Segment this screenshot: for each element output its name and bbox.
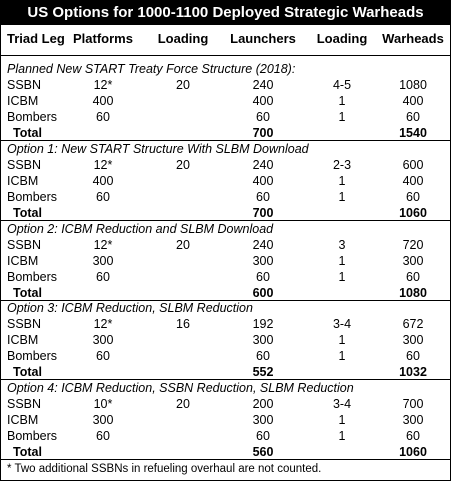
total-row: Total 700 1540 — [13, 126, 427, 140]
cell-triad-leg: ICBM — [7, 254, 39, 268]
divider — [1, 55, 450, 56]
section-title: Option 4: ICBM Reduction, SSBN Reduction, SLBM Reduction — [7, 381, 354, 395]
cell-triad-leg: SSBN — [7, 317, 42, 331]
table-row: Bombers 60 60 1 60 — [7, 110, 420, 124]
total-label: Total — [13, 126, 42, 140]
cell-triad-leg: Bombers — [7, 429, 58, 443]
header-triad-leg: Triad Leg — [7, 31, 65, 46]
cell-triad-leg: Bombers — [7, 190, 58, 204]
section-title: Option 1: New START Structure With SLBM Download — [7, 142, 309, 156]
total-label: Total — [13, 365, 42, 379]
table-row: Bombers 60 60 1 60 — [7, 349, 420, 363]
cell-triad-leg: ICBM — [7, 333, 39, 347]
table-row: ICBM 300 300 1 300 — [7, 333, 424, 347]
total-row: Total 552 1032 — [13, 365, 427, 379]
cell-triad-leg: SSBN — [7, 158, 42, 172]
table-row: SSBN 10* 20 200 3-4 700 — [7, 397, 424, 411]
section-title: Planned New START Treaty Force Structure (2018): — [7, 62, 296, 76]
cell-triad-leg: SSBN — [7, 397, 42, 411]
footnote: * Two additional SSBNs in refueling overhaul are not counted. — [7, 463, 322, 475]
divider — [1, 459, 450, 460]
table-row: ICBM 400 400 1 400 — [7, 174, 424, 188]
total-row: Total 600 1080 — [13, 286, 427, 300]
total-label: Total — [13, 445, 42, 459]
table-row: SSBN 12* 16 192 3-4 672 — [7, 317, 424, 331]
cell-triad-leg: ICBM — [7, 94, 39, 108]
total-label: Total — [13, 206, 42, 220]
header-row: Triad Leg Platforms Loading Launchers Loading Warheads — [7, 31, 444, 46]
total-label: Total — [13, 286, 42, 300]
cell-triad-leg: Bombers — [7, 270, 58, 284]
table-row: ICBM 300 300 1 300 — [7, 254, 424, 268]
cell-triad-leg: Bombers — [7, 110, 58, 124]
table-row: Bombers 60 60 1 60 — [7, 270, 420, 284]
table-row: ICBM 300 300 1 300 — [7, 413, 424, 427]
cell-triad-leg: ICBM — [7, 413, 39, 427]
cell-triad-leg: Bombers — [7, 349, 58, 363]
total-row: Total 700 1060 — [13, 206, 427, 220]
table-title: US Options for 1000-1100 Deployed Strategic Warheads — [1, 1, 450, 25]
cell-triad-leg: SSBN — [7, 78, 42, 92]
table-row: ICBM 400 400 1 400 — [7, 94, 424, 108]
section-title: Option 2: ICBM Reduction and SLBM Download — [7, 222, 274, 236]
table-row: Bombers 60 60 1 60 — [7, 190, 420, 204]
table-row: SSBN 12* 20 240 2-3 600 — [7, 158, 424, 172]
section-title: Option 3: ICBM Reduction, SLBM Reduction — [7, 301, 253, 315]
table-row: Bombers 60 60 1 60 — [7, 429, 420, 443]
table-row: SSBN 12* 20 240 4-5 1080 — [7, 78, 427, 92]
cell-triad-leg: SSBN — [7, 238, 42, 252]
total-row: Total 560 1060 — [13, 445, 427, 459]
cell-triad-leg: ICBM — [7, 174, 39, 188]
table-row: SSBN 12* 20 240 3 720 — [7, 238, 424, 252]
